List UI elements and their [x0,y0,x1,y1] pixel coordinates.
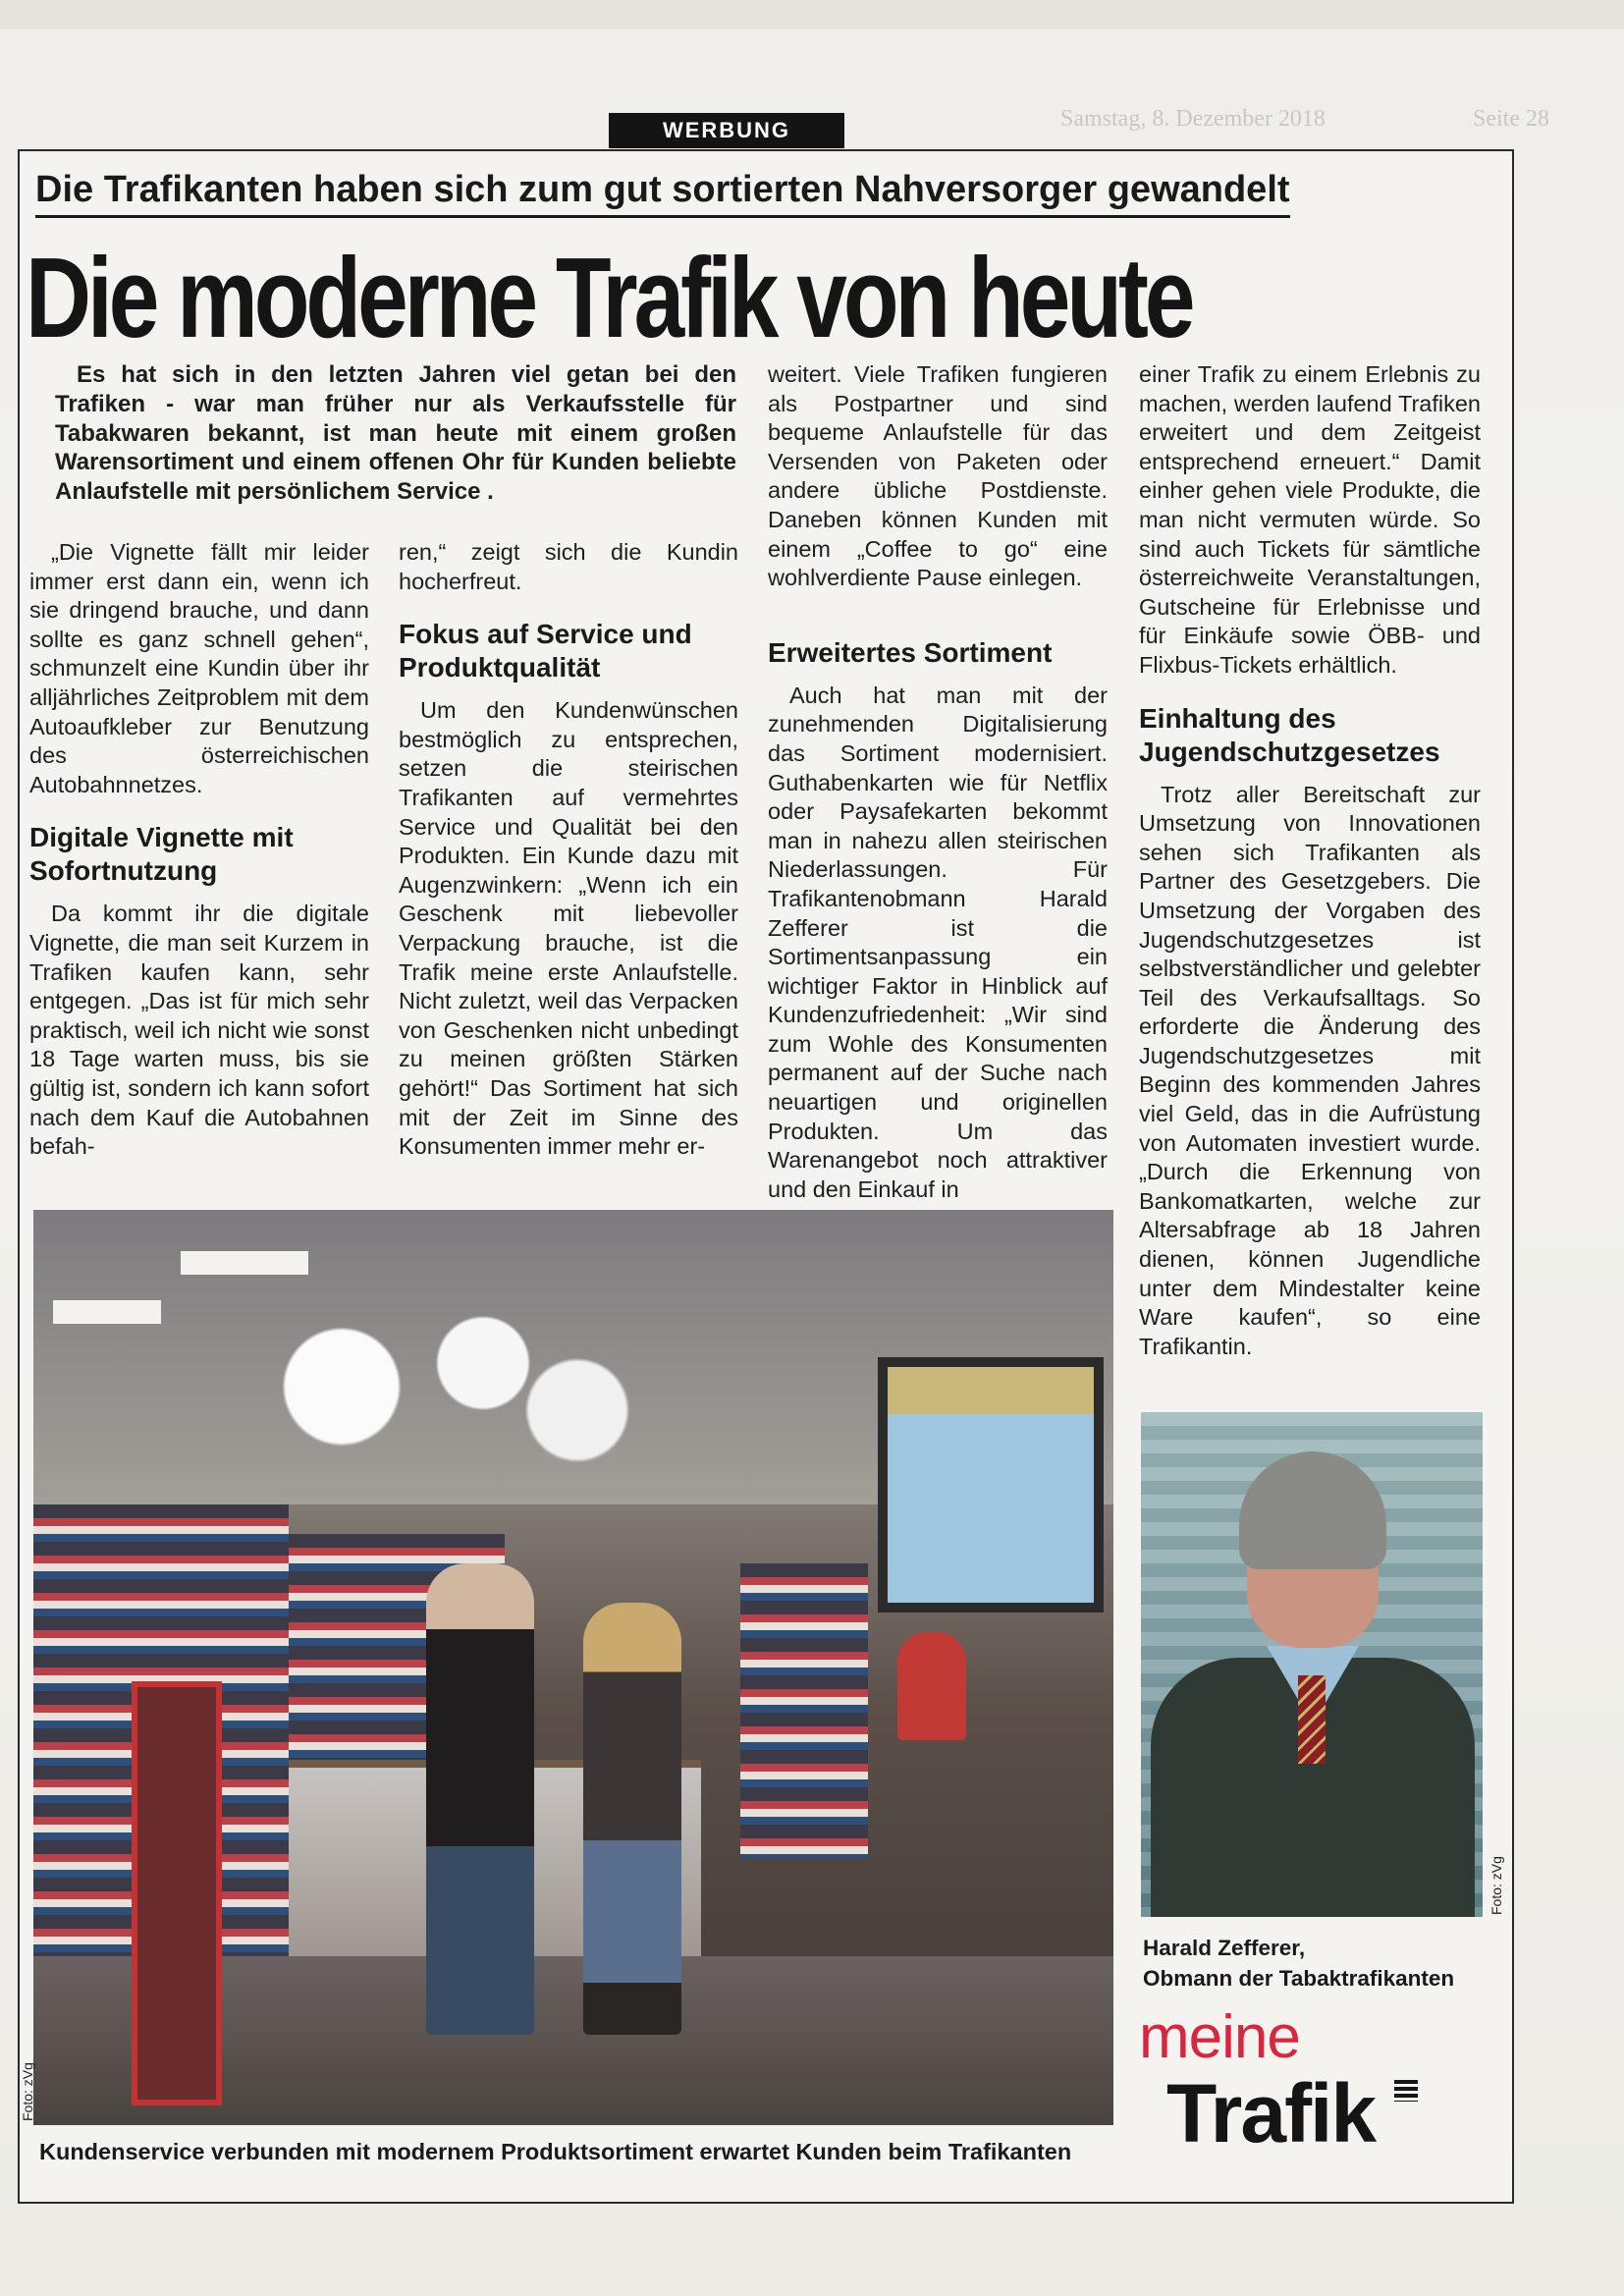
col2-paragraph-1: ren,“ zeigt sich die Kundin hocherfreut. [399,539,738,594]
ad-label: WERBUNG [609,113,844,148]
column-4 [1139,360,1481,1361]
column-1 [29,538,369,1162]
logo-bars-icon [1394,2080,1418,2102]
column-2 [399,538,738,1162]
christmas-decoration [200,1269,672,1504]
col1-paragraph-2: Da kommt ihr die digitale Vignette, die man seit Kurzem in Trafiken kaufen kann, sehr entgegen. „Das ist für mich sehr praktisch, weil ich nicht wie sonst 18 Tage warten muss, bis sie gültig ist, sondern ich kann sofort nach dem Kauf die Autobahnen befah- [29,901,369,1160]
clerk-figure [583,1603,681,2035]
col3-paragraph-2: Auch hat man mit der zunehmenden Digitalisierung das Sortiment modernisiert. Guthabenkarten wie für Netflix oder Paysafekarten bekommt man in nahezu allen steirischen Niederlassungen. Für Trafikantenobmann Harald Zefferer ist die Sortimentsanpassung ein wichtiger Faktor in Hinblick auf Kundenzufriedenheit: „Wir sind zum Wohle des Konsumenten permanent auf der Suche nach neuartigen und originellen Produkten. Um das Warenangebot noch attraktiver und den Einkauf in [768,682,1108,1202]
column-3 [768,360,1108,1204]
ceiling-light [53,1300,161,1324]
red-display-rack [132,1681,222,2105]
col1-subhead: Digitale Vignette mit Sofortnutzung [29,822,294,887]
portrait-tie [1298,1675,1326,1764]
col2-subhead: Fokus auf Service und Produktqualität [399,619,692,683]
lead-paragraph [55,360,736,507]
portrait-caption [1143,1933,1454,1994]
col4-subhead: Einhaltung des Jugendschutzgesetzes [1139,702,1440,767]
col2-paragraph-2: Um den Kundenwünschen bestmöglich zu entsprechen, setzen die steirischen Trafikanten auf vermehrtes Service und Qualität bei den Produkten. Ein Kunde dazu mit Augenzwinkern: „Wenn ich ein Geschenk mit liebevoller Verpackung brauche, ist die Trafik meine erste Anlaufstelle. Nicht zuletzt, weil das Verpacken von Geschenken nicht unbedingt zu meinen größten Stärken gehört!“ Das Sortiment hat sich mit der Zeit im Sinne des Konsumenten immer mehr er- [399,697,738,1160]
col4-paragraph-1: einer Trafik zu einem Erlebnis zu machen, werden laufend Trafiken erweitert und dem Zeitgeist entsprechend erneuert.“ Damit einher gehen viele Produkte, die man nicht vermuten würde. So sind auch Tickets für sämtliche österreichweite Veranstaltungen, Gutscheine für Erlebnisse und für Einkäufe sowie ÖBB- und Flixbus-Tickets erhältlich. [1139,361,1481,678]
logo-trafik: Trafik [1166,2067,1376,2159]
col3-subhead: Erweitertes Sortiment [768,636,1053,668]
bleed-date: Samstag, 8. Dezember 2018 [1060,106,1326,132]
lead-text: Es hat sich in den letzten Jahren viel getan bei den Trafiken - war man früher nur als Verkaufsstelle für Tabakwaren bekannt, ist man heute mit einem großen Warensortiment und einem offenen Ohr für Kunden beliebte Anlaufstelle mit persönlichem Service . [55,361,736,506]
headline: Die moderne Trafik von heute [26,234,1192,361]
col1-paragraph-1: „Die Vignette fällt mir leider immer erst dann ein, wenn ich sie dringend brauche, und dann sollte es ganz schnell gehen“, schmunzelt eine Kundin über ihr alljährliches Zeitproblem mit dem Autoaufkleber zur Benutzung des österreichischen Autobahnnetzes. [29,539,369,797]
portrait-credit: Foto: zVg [1489,1856,1504,1915]
shop-window [878,1357,1104,1613]
photo-caption: Kundenservice verbunden mit modernem Produktsortiment erwartet Kunden beim Trafikanten [39,2139,1072,2164]
photo-credit: Foto: zVg [20,2062,35,2121]
logo-meine: meine [1139,2003,1300,2071]
col3-paragraph-1: weitert. Viele Trafiken fungieren als Postpartner und sind bequeme Anlaufstelle für das Versenden von Paketen oder andere übliche Postdienste. Daneben können Kunden mit einem „Coffee to go“ eine wohlverdiente Pause einlegen. [768,361,1108,591]
portrait-photo [1141,1412,1483,1917]
customer-figure [426,1563,534,2035]
store-photo [33,1210,1113,2125]
col4-paragraph-2: Trotz aller Bereitschaft zur Umsetzung von Innovationen sehen sich Trafikanten als Partner des Gesetzgebers. Die Umsetzung der Vorgaben des Jugendschutzgesetzes ist selbstverständlicher und gelebter Teil des Verkaufsalltags. So erforderte die Änderung des Jugendschutzgesetzes mit Beginn des kommenden Jahres viel Geld, das in die Aufrüstung von Automaten investiert wurde. „Durch die Erkennung von Bankomatkarten, welche zur Altersabfrage ab 18 Jahren dienen, können Jugendliche unter dem Mindestalter keine Ware kaufen“, so eine Trafikantin. [1139,781,1481,1359]
portrait-name: Harald Zefferer, [1143,1936,1306,1960]
kicker: Die Trafikanten haben sich zum gut sortierten Nahversorger gewandelt [35,169,1290,218]
santa-figure [897,1632,966,1740]
bleed-page-number: Seite 28 [1473,106,1549,132]
top-edge [0,0,1624,29]
product-shelf [740,1563,868,1858]
portrait-role: Obmann der Tabaktrafikanten [1143,1966,1455,1991]
